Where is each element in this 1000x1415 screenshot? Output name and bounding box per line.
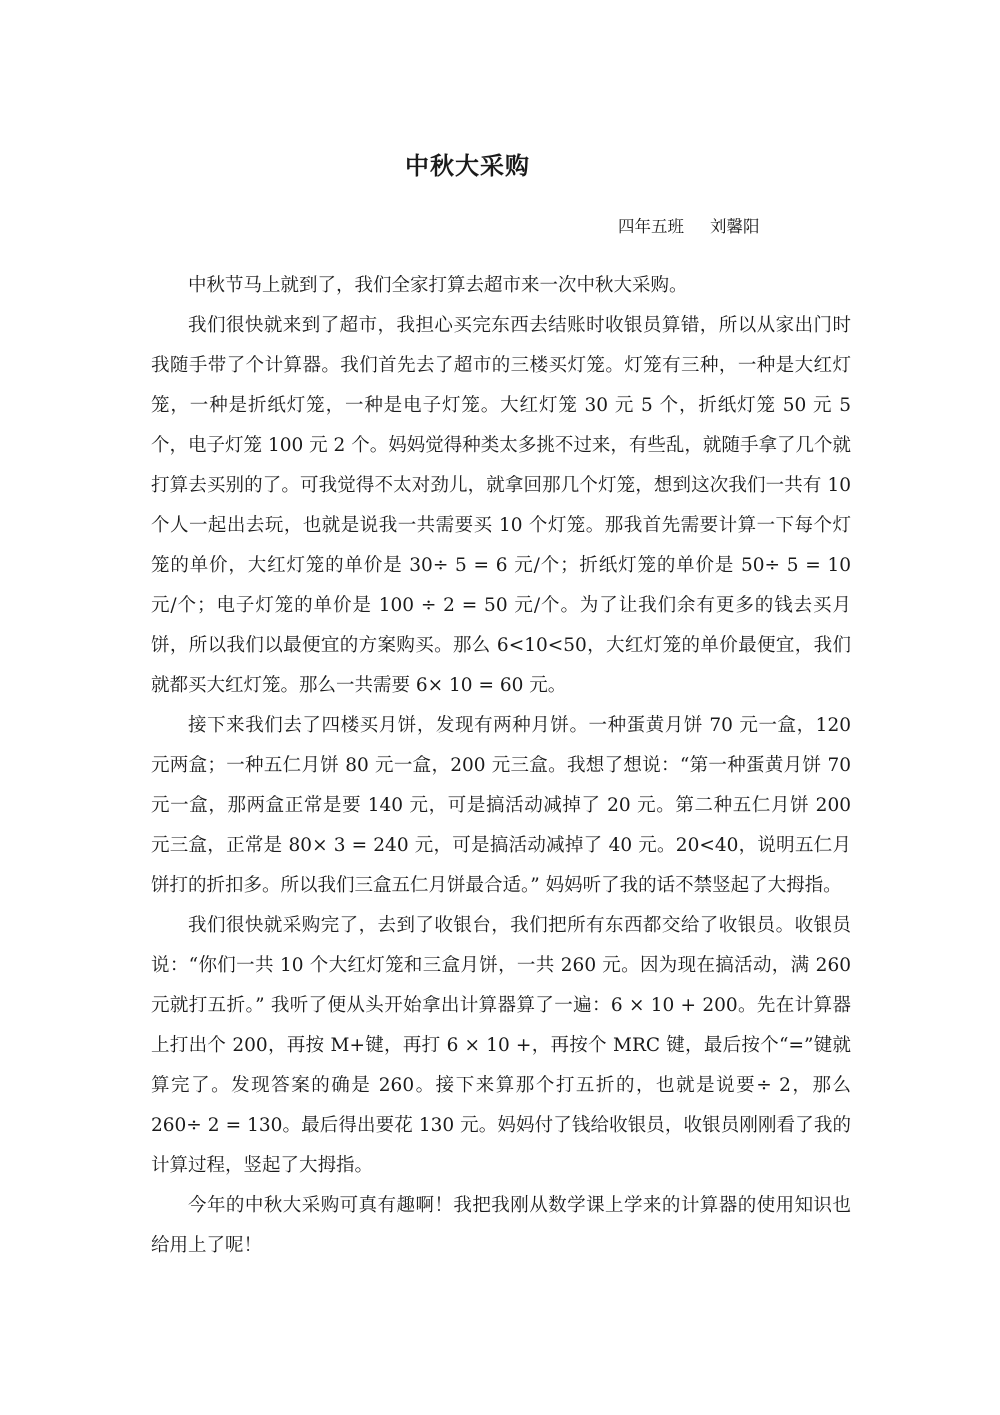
- document-title: 中秋大采购: [405, 151, 530, 180]
- author-class: 四年五班: [618, 217, 684, 236]
- essay-body: [151, 266, 851, 1266]
- paragraph-3: 接下来我们去了四楼买月饼，发现有两种月饼。一种蛋黄月饼 70 元一盒，120 元两盒；一种五仁月饼 80 元一盒，200 元三盒。我想了想说：“第一种蛋黄月饼 70 元一盒，那两盒正常是要 140 元，可是搞活动减掉了 20 元。第二种五仁月饼 200 元三盒，正常是 80× 3 = 240 元，可是搞活动减掉了 40 元。20<40，说明五仁月饼打的折扣多。所以我们三盒五仁月饼最合适。” 妈妈听了我的话不禁竖起了大拇指。: [151, 715, 851, 896]
- author-line: [618, 213, 760, 237]
- author-name: 刘馨阳: [710, 217, 760, 236]
- paragraph-1: 中秋节马上就到了，我们全家打算去超市来一次中秋大采购。: [188, 275, 688, 296]
- paragraph-2: 我们很快就来到了超市，我担心买完东西去结账时收银员算错，所以从家出门时我随手带了个计算器。我们首先去了超市的三楼买灯笼。灯笼有三种，一种是大红灯笼，一种是折纸灯笼，一种是电子灯笼。大红灯笼 30 元 5 个，折纸灯笼 50 元 5 个，电子灯笼 100 元 2 个。妈妈觉得种类太多挑不过来，有些乱，就随手拿了几个就打算去买别的了。可我觉得不太对劲儿，就拿回那几个灯笼，想到这次我们一共有 10 个人一起出去玩，也就是说我一共需要买 10 个灯笼。那我首先需要计算一下每个灯笼的单价，大红灯笼的单价是 30÷ 5 = 6 元/个；折纸灯笼的单价是 50÷ 5 = 10 元/个；电子灯笼的单价是 100 ÷ 2 = 50 元/个。为了让我们余有更多的钱去买月饼，所以我们以最便宜的方案购买。那么 6<10<50，大红灯笼的单价最便宜，我们就都买大红灯笼。那么一共需要 6× 10 = 60 元。: [151, 315, 851, 696]
- paragraph-4: 我们很快就采购完了，去到了收银台，我们把所有东西都交给了收银员。收银员说：“你们一共 10 个大红灯笼和三盒月饼，一共 260 元。因为现在搞活动，满 260 元就打五折。” 我听了便从头开始拿出计算器算了一遍：6 × 10 + 200。先在计算器上打出个 200，再按 M+键，再打 6 × 10 +，再按个 MRC 键，最后按个“=”键就算完了。发现答案的确是 260。接下来算那个打五折的，也就是说要÷ 2，那么 260÷ 2 = 130。最后得出要花 130 元。妈妈付了钱给收银员，收银员刚刚看了我的计算过程，竖起了大拇指。: [151, 915, 851, 1176]
- paragraph-5: 今年的中秋大采购可真有趣啊！我把我刚从数学课上学来的计算器的使用知识也给用上了呢！: [151, 1195, 851, 1256]
